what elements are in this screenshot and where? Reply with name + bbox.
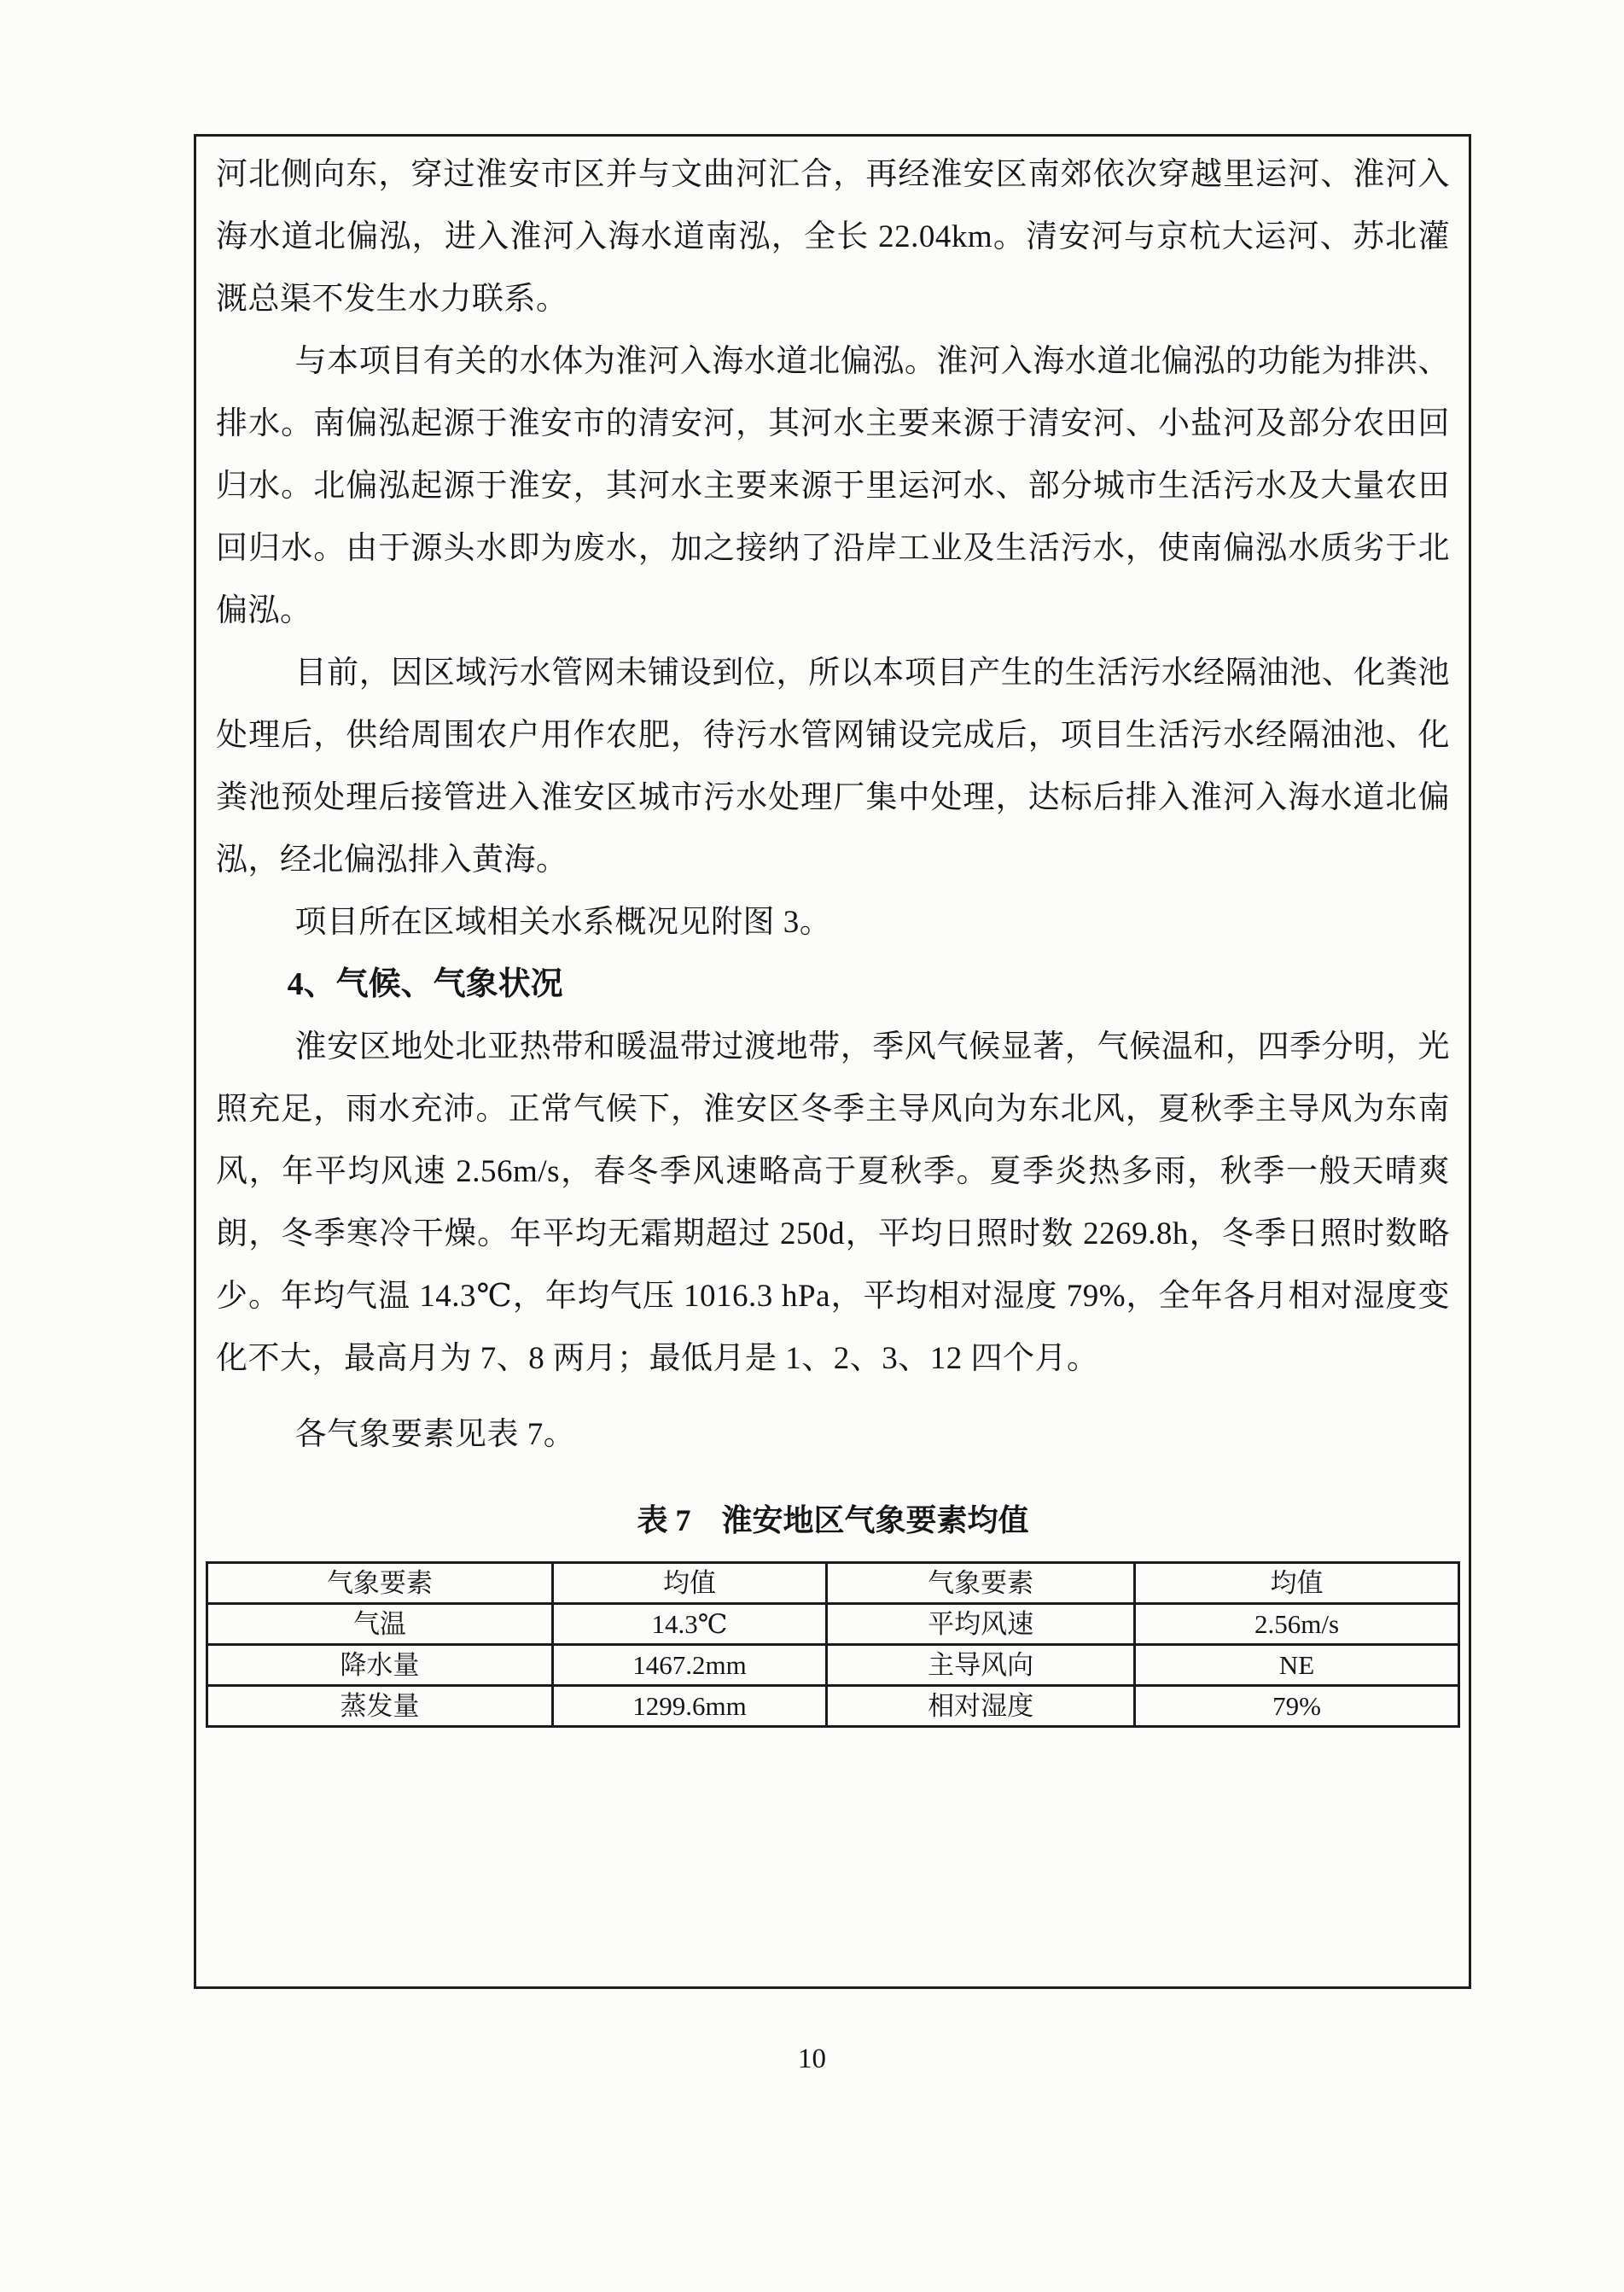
page-number: 10	[798, 2044, 826, 2074]
cell-precipitation-value: 1467.2mm	[552, 1645, 826, 1686]
cell-temperature-value: 14.3℃	[552, 1604, 826, 1645]
cell-winddirection-label: 主导风向	[827, 1645, 1135, 1686]
cell-evaporation-value: 1299.6mm	[552, 1686, 826, 1727]
paragraph-sewage-treatment: 目前，因区域污水管网未铺设到位，所以本项目产生的生活污水经隔油池、化粪池处理后，供给周围农户用作农肥，待污水管网铺设完成后，项目生活污水经隔油池、化粪池预处理后接管进入淮安区城市污水处理厂集中处理，达标后排入淮河入海水道北偏泓，经北偏泓排入黄海。	[216, 656, 1450, 878]
table-row	[207, 1604, 1459, 1645]
paragraph-water-body: 与本项目有关的水体为淮河入海水道北偏泓。淮河入海水道北偏泓的功能为排洪、排水。南偏泓起源于淮安市的清安河，其河水主要来源于清安河、小盐河及部分农田回归水。北偏泓起源于淮安，其河水主要来源于里运河水、部分城市生活污水及大量农田回归水。由于源头水即为废水，加之接纳了沿岸工业及生活污水，使南偏泓水质劣于北偏泓。	[216, 344, 1450, 628]
paragraph-table-ref: 各气象要素见表 7。	[294, 1417, 576, 1452]
paragraph-water-system-figure-ref: 项目所在区域相关水系概况见附图 3。	[294, 905, 832, 940]
cell-evaporation-label: 蒸发量	[207, 1686, 553, 1727]
document-border-box	[194, 134, 1471, 1989]
cell-winddirection-value: NE	[1135, 1645, 1459, 1686]
cell-humidity-label: 相对湿度	[827, 1686, 1135, 1727]
cell-temperature-label: 气温	[207, 1604, 553, 1645]
header-factor-right: 气象要素	[827, 1563, 1135, 1604]
cell-precipitation-label: 降水量	[207, 1645, 553, 1686]
table-header-row	[207, 1563, 1459, 1604]
cell-windspeed-label: 平均风速	[827, 1604, 1135, 1645]
meteorological-elements-table	[206, 1561, 1460, 1728]
table-row	[207, 1645, 1459, 1686]
cell-windspeed-value: 2.56m/s	[1135, 1604, 1459, 1645]
header-factor-left: 气象要素	[207, 1563, 553, 1604]
paragraph-climate-description: 淮安区地处北亚热带和暖温带过渡地带，季风气候显著，气候温和，四季分明，光照充足，雨水充沛。正常气候下，淮安区冬季主导风向为东北风，夏秋季主导风为东南风，年平均风速 2.56m/s，春冬季风速略高于夏秋季。夏季炎热多雨，秋季一般天晴爽朗，冬季寒冷干燥。年平均无霜期超过 250d，平均日照时数 2269.8h，冬季日照时数略少。年均气温 14.3℃，年均气压 1016.3 hPa，平均相对湿度 79%，全年各月相对湿度变化不大，最高月为 7、8 两月；最低月是 1、2、3、12 四个月。	[216, 1029, 1450, 1376]
section-heading-climate: 4、气候、气象状况	[287, 966, 563, 1002]
paragraph-river-description: 河北侧向东，穿过淮安市区并与文曲河汇合，再经淮安区南郊依次穿越里运河、淮河入海水道北偏泓，进入淮河入海水道南泓，全长 22.04km。清安河与京杭大运河、苏北灌溉总渠不发生水力联系。	[216, 157, 1450, 317]
header-value-left: 均值	[552, 1563, 826, 1604]
header-value-right: 均值	[1135, 1563, 1459, 1604]
table-row	[207, 1686, 1459, 1727]
table-caption: 表 7 淮安地区气象要素均值	[637, 1503, 1029, 1537]
cell-humidity-value: 79%	[1135, 1686, 1459, 1727]
